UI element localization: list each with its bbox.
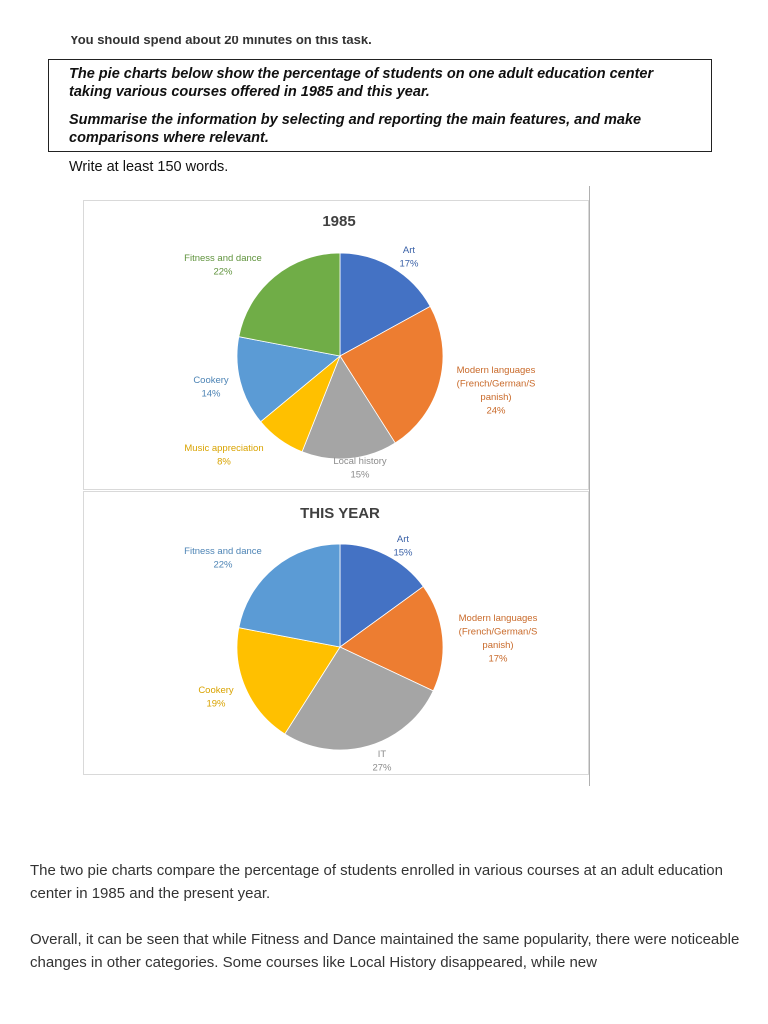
essay-paragraph-2: Overall, it can be seen that while Fitness and Dance maintained the same popularity, there were noticeable changes in other categories. Some courses like Local History disappeared, while new [30,931,740,971]
pie-1985-title: 1985 [322,213,356,230]
pie-chart-1985-svg [84,201,588,489]
task-instruction: Summarise the information by selecting and reporting the main features, and make comparisons where relevant. [69,112,642,146]
pie-1985-label-4: Cookery 14% [193,375,229,400]
pie-1985-label-5: Fitness and dance 22% [184,253,262,278]
pie-this-year-label-4: Fitness and dance 22% [184,546,262,571]
pie-1985-label-1: Modern languages (French/German/S panish) 24% [456,365,536,417]
pie-this-year-label-2: IT 27% [372,749,392,774]
pie-chart-1985 [83,200,589,490]
pie-this-year-label-0: Art 15% [393,534,413,559]
pie-1985-label-3: Music appreciation 8% [184,443,264,468]
pie-1985-label-0: Art 17% [399,245,419,270]
pie-this-year-title: THIS YEAR [300,505,380,522]
essay-paragraph-1: The two pie charts compare the percentage of students enrolled in various courses at an adult education center in 1985 and the present year. [30,862,723,902]
cropped-instruction-line: You should spend about 20 minutes on this task. [70,36,372,47]
task-box [48,59,712,152]
pie-chart-this-year [83,491,589,775]
pie-chart-this-year-svg [84,492,588,774]
pie-this-year-label-3: Cookery 19% [198,685,234,710]
divider [589,186,590,786]
task-prompt: The pie charts below show the percentage of students on one adult education center taking various courses offered in 1985 and this year. [69,66,654,100]
pie-1985-label-2: Local history 15% [333,456,387,481]
word-count-note: Write at least 150 words. [69,159,229,175]
pie-this-year-label-1: Modern languages (French/German/S panish) 17% [458,613,538,665]
